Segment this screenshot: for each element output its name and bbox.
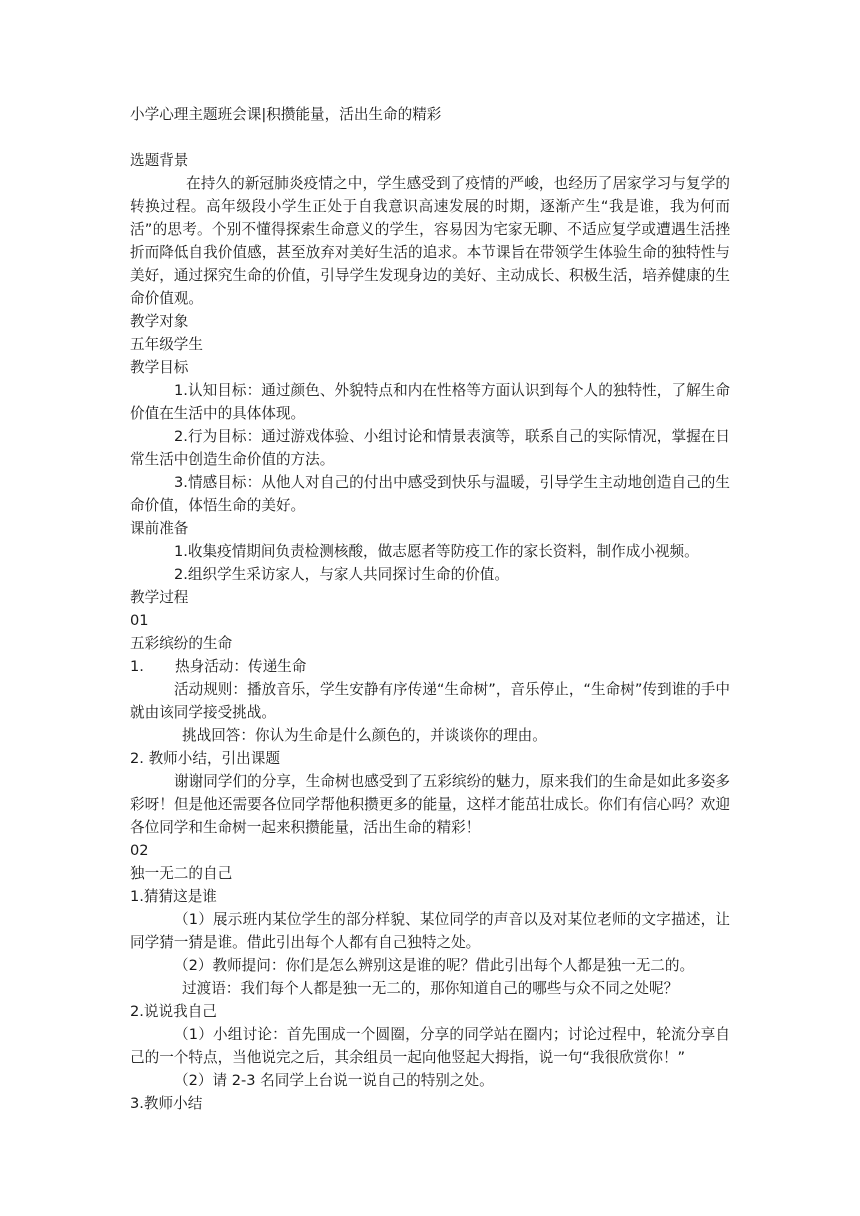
prep-item: 2.组织学生采访家人，与家人共同探讨生命的价值。 [174, 566, 509, 583]
heading-prep: 课前准备 [130, 520, 189, 537]
goal-item: 3.情感目标：从他人对自己的付出中感受到快乐与温暖，引导学生主动地创造自己的生命价值，体悟生命的美好。 [130, 474, 730, 514]
step-detail: （1）展示班内某位学生的部分样貌、某位同学的声音以及对某位老师的文字描述，让同学猜一猜是谁。借此引出每个人都有自己独特之处。 [130, 911, 730, 951]
part-title: 独一无二的自己 [130, 865, 233, 882]
step-title: 热身活动：传递生命 [175, 658, 307, 675]
part-number: 02 [130, 842, 149, 859]
step-detail: （2）请 2-3 名同学上台说一说自己的特别之处。 [174, 1072, 494, 1089]
step-heading: 2. 教师小结，引出课题 [130, 750, 280, 767]
step-heading [130, 655, 730, 678]
document-body [130, 103, 730, 1115]
heading-background: 选题背景 [130, 152, 189, 169]
goal-item: 2.行为目标：通过游戏体验、小组讨论和情景表演等，联系自己的实际情况，掌握在日常生活中创造生命价值的方法。 [130, 428, 730, 468]
goal-item: 1.认知目标：通过颜色、外貌特点和内在性格等方面认识到每个人的独特性，了解生命价值在生活中的具体体现。 [130, 382, 730, 422]
step-heading: 1.猜猜这是谁 [130, 888, 217, 905]
step-detail: （1）小组讨论：首先围成一个圆圈，分享的同学站在圈内；讨论过程中，轮流分享自己的一个特点，当他说完之后，其余组员一起向他竖起大拇指，说一句“我很欣赏你！” [130, 1026, 730, 1066]
step-heading: 2.说说我自己 [130, 1003, 217, 1020]
background-paragraph: 在持久的新冠肺炎疫情之中，学生感受到了疫情的严峻，也经历了居家学习与复学的转换过程。高年级段小学生正处于自我意识高速发展的时期，逐渐产生“我是谁，我为何而活”的思考。个别不懂得探索生命意义的学生，容易因为宅家无聊、不适应复学或遭遇生活挫折而降低自我价值感，甚至放弃对美好生活的追求。本节课旨在带领学生体验生命的独特性与美好，通过探究生命的价值，引导学生发现身边的美好、主动成长、积极生活，培养健康的生命价值观。 [130, 175, 730, 307]
heading-process: 教学过程 [130, 589, 189, 606]
prep-item: 1.收集疫情期间负责检测核酸，做志愿者等防疫工作的家长资料，制作成小视频。 [174, 543, 699, 560]
target-text: 五年级学生 [130, 336, 203, 353]
challenge-text: 挑战回答：你认为生命是什么颜色的，并谈谈你的理由。 [182, 727, 547, 744]
document-title: 小学心理主题班会课|积攒能量，活出生命的精彩 [130, 106, 442, 123]
step-number: 1. [130, 658, 144, 675]
part-number: 01 [130, 612, 149, 629]
heading-target: 教学对象 [130, 313, 189, 330]
heading-goals: 教学目标 [130, 359, 189, 376]
part-title: 五彩缤纷的生命 [130, 635, 233, 652]
step-detail: （2）教师提问：你们是怎么辨别这是谁的呢？借此引出每个人都是独一无二的。 [174, 957, 695, 974]
teacher-summary: 谢谢同学们的分享，生命树也感受到了五彩缤纷的魅力，原来我们的生命是如此多姿多彩呀！但是他还需要各位同学帮他积攒更多的能量，这样才能茁壮成长。你们有信心吗？欢迎各位同学和生命树一起来积攒能量，活出生命的精彩！ [130, 773, 730, 836]
activity-rules: 活动规则：播放音乐，学生安静有序传递“生命树”，音乐停止，“生命树”传到谁的手中就由该同学接受挑战。 [130, 681, 730, 721]
step-heading: 3.教师小结 [130, 1095, 203, 1112]
transition-text: 过渡语：我们每个人都是独一无二的，那你知道自己的哪些与众不同之处呢？ [182, 980, 679, 997]
